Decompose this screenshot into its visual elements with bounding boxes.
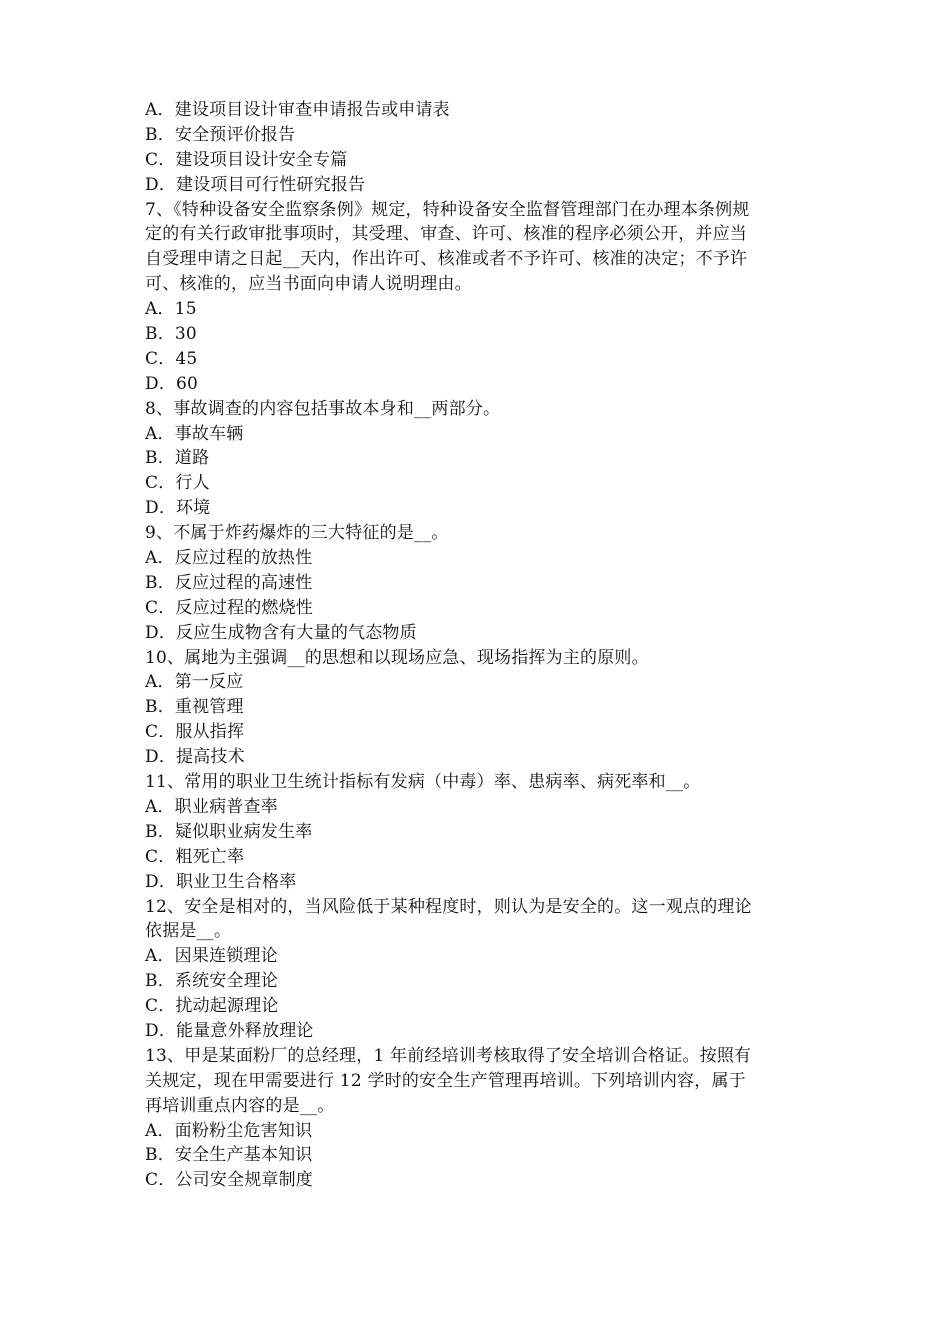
stem-line: 13、甲是某面粉厂的总经理，1 年前经培训考核取得了安全培训合格证。按照有 (145, 1045, 752, 1066)
question-stem (145, 646, 825, 671)
question-10 (145, 646, 825, 770)
stem-line: 11、常用的职业卫生统计指标有发病（中毒）率、患病率、病死率和__。 (145, 772, 701, 793)
question-8 (145, 397, 825, 521)
option-c: C．粗死亡率 (145, 846, 245, 867)
previous-question-options (145, 98, 825, 198)
question-7 (145, 198, 825, 397)
option-a: A．事故车辆 (145, 423, 244, 444)
question-stem (145, 895, 825, 945)
option-d: D．建设项目可行性研究报告 (145, 174, 366, 195)
option-a: A．反应过程的放热性 (145, 548, 313, 569)
option-a: A．15 (145, 299, 197, 320)
option-c: C．公司安全规章制度 (145, 1170, 314, 1191)
option-a: A．建设项目设计审查申请报告或申请表 (145, 100, 450, 120)
option-c: C．建设项目设计安全专篇 (145, 149, 348, 170)
option-d: D．60 (145, 373, 199, 394)
option-c: C．45 (145, 348, 198, 369)
question-stem (145, 770, 825, 795)
stem-line: 可、核准的，应当书面向申请人说明理由。 (145, 274, 472, 295)
question-stem (145, 521, 825, 546)
option-c: C．扰动起源理论 (145, 996, 279, 1017)
option-d: D．职业卫生合格率 (145, 871, 297, 892)
question-13 (145, 1044, 825, 1193)
option-c: C．行人 (145, 473, 210, 494)
stem-line: 定的有关行政审批事项时，其受理、审查、许可、核准的程序必须公开，并应当 (145, 224, 747, 245)
stem-line: 关规定，现在甲需要进行 12 学时的安全生产管理再培训。下列培训内容，属于 (145, 1070, 746, 1091)
stem-line: 依据是__。 (145, 921, 232, 942)
option-d: D．能量意外释放理论 (145, 1020, 314, 1041)
stem-line: 9、不属于炸药爆炸的三大特征的是__。 (145, 523, 449, 544)
option-b: B．疑似职业病发生率 (145, 821, 313, 842)
stem-line: 10、属地为主强调__的思想和以现场应急、现场指挥为主的原则。 (145, 647, 649, 668)
option-a: A．第一反应 (145, 672, 244, 693)
option-a: A．因果连锁理论 (145, 946, 278, 967)
option-b: B．重视管理 (145, 697, 244, 718)
option-b: B．30 (145, 324, 197, 345)
stem-line: 8、事故调查的内容包括事故本身和__两部分。 (145, 398, 501, 419)
option-c: C．服从指挥 (145, 722, 245, 743)
option-b: B．安全预评价报告 (145, 124, 296, 145)
option-d: D．反应生成物含有大量的气态物质 (145, 622, 417, 643)
stem-line: 再培训重点内容的是__。 (145, 1095, 335, 1116)
document-body (145, 98, 825, 1193)
option-d: D．提高技术 (145, 747, 245, 768)
question-stem (145, 198, 825, 298)
stem-line: 自受理申请之日起__天内，作出许可、核准或者不予许可、核准的决定；不予许 (145, 249, 748, 270)
option-b: B．安全生产基本知识 (145, 1145, 313, 1166)
question-stem (145, 1044, 825, 1119)
option-a: A．职业病普查率 (145, 796, 278, 817)
question-9 (145, 521, 825, 645)
question-11 (145, 770, 825, 894)
option-b: B．反应过程的高速性 (145, 572, 313, 593)
option-b: B．道路 (145, 448, 210, 469)
stem-line: 12、安全是相对的，当风险低于某种程度时，则认为是安全的。这一观点的理论 (145, 896, 752, 917)
question-stem (145, 397, 825, 422)
stem-line: 7、《特种设备安全监察条例》规定，特种设备安全监督管理部门在办理本条例规 (145, 199, 750, 220)
option-d: D．环境 (145, 498, 211, 519)
option-c: C．反应过程的燃烧性 (145, 597, 314, 618)
option-a: A．面粉粉尘危害知识 (145, 1120, 313, 1141)
question-12 (145, 895, 825, 1044)
option-b: B．系统安全理论 (145, 971, 279, 992)
